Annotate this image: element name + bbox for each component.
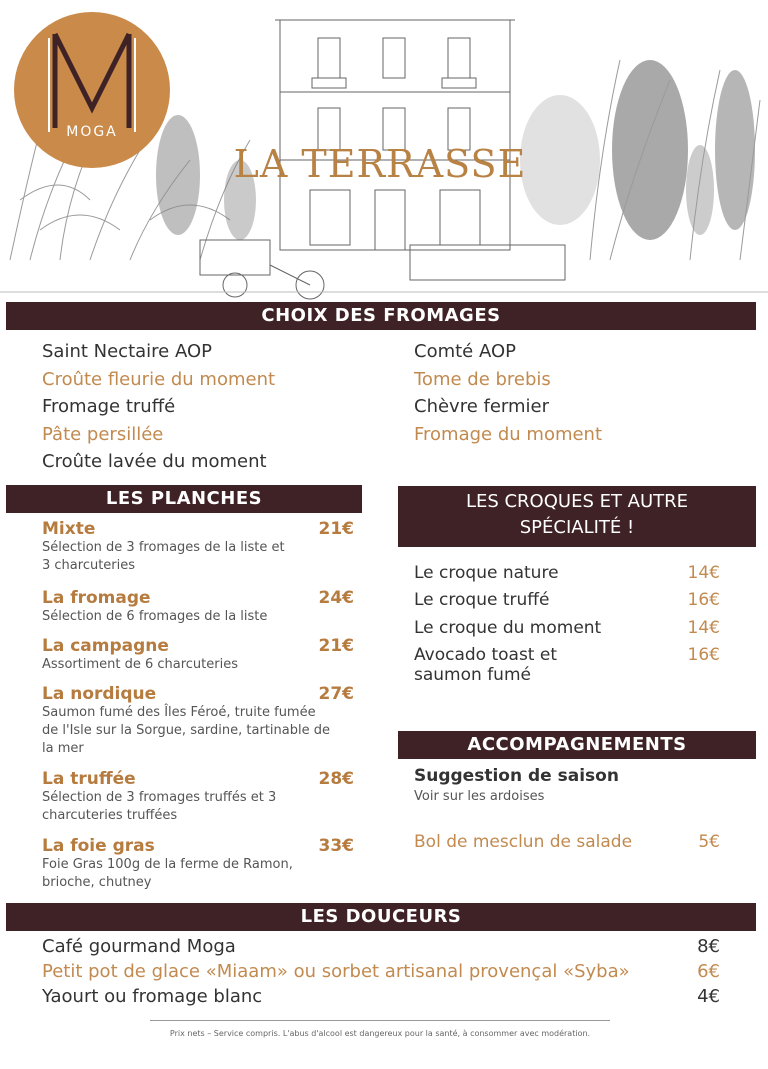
planche-price: 21€: [318, 636, 354, 656]
section-header-accompagnements: ACCOMPAGNEMENTS: [398, 731, 756, 759]
section-header-planches: LES PLANCHES: [6, 485, 362, 513]
planche-name: La fromage: [42, 588, 151, 608]
planche-desc: la mer: [42, 741, 84, 756]
croque-name: Le croque nature: [414, 563, 559, 583]
footer-disclaimer: Prix nets – Service compris. L'abus d'alcool est dangereux pour la santé, à consommer avec modération.: [169, 1029, 591, 1038]
croques-header-line: SPÉCIALITÉ !: [519, 517, 635, 538]
logo-m-mark: [47, 28, 137, 136]
planche-desc: charcuteries truffées: [42, 808, 178, 823]
douceur-name: Petit pot de glace «Miaam» ou sorbet artisanal provençal «Syba»: [42, 961, 630, 982]
planche-price: 21€: [318, 519, 354, 539]
croque-price: 16€: [687, 590, 720, 610]
moga-logo: [14, 12, 170, 168]
planche-desc: Sélection de 6 fromages de la liste: [42, 609, 268, 624]
douceur-name: Yaourt ou fromage blanc: [42, 986, 263, 1007]
cheese-item: Fromage truffé: [42, 396, 176, 417]
croque-price: 14€: [687, 563, 720, 583]
planche-mixte: [42, 519, 354, 575]
cheese-list-left: [42, 338, 382, 476]
douceur-price: 8€: [697, 936, 720, 957]
avocado-toast: [414, 645, 720, 685]
douceur-item: [42, 986, 720, 1007]
logo-text: MOGA: [66, 124, 118, 140]
suggestion-subtitle: Voir sur les ardoises: [414, 789, 545, 804]
croques-header-line: LES CROQUES ET AUTRE: [465, 491, 689, 512]
planche-nordique: [42, 684, 364, 758]
planche-desc: Sélection de 3 fromages de la liste et: [42, 540, 285, 555]
planche-name: Mixte: [42, 519, 96, 539]
planche-desc: brioche, chutney: [42, 875, 152, 890]
planche-fromage: [42, 588, 354, 626]
croque-name: Le croque du moment: [414, 618, 602, 638]
planche-price: 33€: [318, 836, 354, 856]
planche-name: La nordique: [42, 684, 157, 704]
planche-desc: Foie Gras 100g de la ferme de Ramon,: [42, 857, 293, 872]
cheese-item: Croûte fleurie du moment: [42, 368, 276, 390]
planche-desc: Sélection de 3 fromages truffés et 3: [42, 790, 277, 805]
planche-campagne: [42, 636, 354, 674]
planche-desc: 3 charcuteries: [42, 558, 136, 573]
footer-divider: [150, 1020, 610, 1021]
douceur-name: Café gourmand Moga: [42, 936, 236, 957]
bol-mesclun: [414, 832, 720, 852]
planche-price: 24€: [318, 588, 354, 608]
planche-truffee: [42, 769, 354, 825]
planche-price: 27€: [318, 684, 354, 704]
cheese-item: Tome de brebis: [414, 368, 551, 390]
cheese-item: Pâte persillée: [42, 423, 164, 445]
douceur-price: 6€: [697, 961, 720, 982]
bol-price: 5€: [698, 832, 720, 852]
cheese-item: Croûte lavée du moment: [42, 451, 267, 472]
croque-nature: [414, 563, 720, 583]
restaurant-title: LA TERRASSE: [233, 142, 527, 186]
croque-price: 16€: [687, 645, 720, 665]
croque-name-line2: saumon fumé: [414, 665, 531, 685]
croque-name: Le croque truffé: [414, 590, 550, 610]
croque-truffe: [414, 590, 720, 610]
planche-desc: Saumon fumé des Îles Féroé, truite fumée: [42, 705, 316, 720]
cheese-item: Comté AOP: [414, 341, 516, 362]
bol-name: Bol de mesclun de salade: [414, 832, 633, 852]
cheese-item: Chèvre fermier: [414, 396, 550, 417]
planche-desc: Assortiment de 6 charcuteries: [42, 657, 238, 672]
planche-name: La foie gras: [42, 836, 155, 856]
douceur-price: 4€: [697, 986, 720, 1007]
croque-name: Avocado toast et: [414, 645, 557, 665]
section-header-croques: [398, 486, 756, 547]
planche-name: La truffée: [42, 769, 136, 789]
planche-foie-gras: [42, 836, 354, 892]
planche-name: La campagne: [42, 636, 169, 656]
croque-price: 14€: [687, 618, 720, 638]
section-header-douceurs: LES DOUCEURS: [6, 903, 756, 931]
cheese-item: Saint Nectaire AOP: [42, 341, 212, 362]
cheese-item: Fromage du moment: [414, 423, 603, 445]
section-header-fromages: CHOIX DES FROMAGES: [6, 302, 756, 330]
croque-du-moment: [414, 618, 720, 638]
planche-price: 28€: [318, 769, 354, 789]
cheese-list-right: [414, 338, 754, 448]
douceur-item: [42, 961, 720, 982]
douceur-item: [42, 936, 720, 957]
planche-desc: de l'Isle sur la Sorgue, sardine, tartinable de: [42, 723, 330, 738]
suggestion-title: Suggestion de saison: [414, 766, 619, 786]
